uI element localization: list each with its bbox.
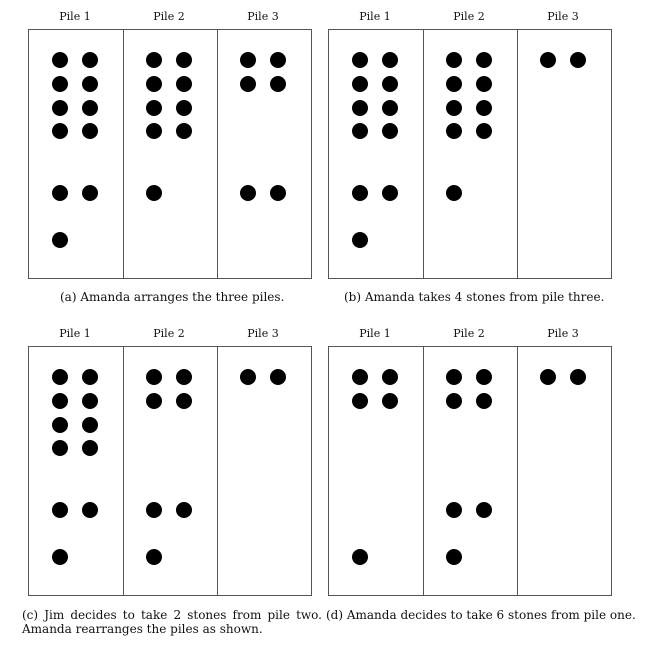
stone — [146, 76, 162, 92]
pile-divider — [123, 30, 124, 278]
stone — [82, 440, 98, 456]
stone — [52, 232, 68, 248]
stone — [382, 100, 398, 116]
stone — [240, 76, 256, 92]
stone — [540, 52, 556, 68]
stone — [146, 52, 162, 68]
panel-c — [28, 327, 328, 347]
stone — [446, 52, 462, 68]
pile-headers — [28, 327, 328, 347]
stone — [352, 393, 368, 409]
stone — [352, 185, 368, 201]
stone — [270, 52, 286, 68]
stone — [446, 502, 462, 518]
piles-box-b — [328, 29, 612, 279]
stone — [570, 369, 586, 385]
stone — [82, 417, 98, 433]
stone — [52, 369, 68, 385]
stone — [476, 502, 492, 518]
stone — [352, 369, 368, 385]
stone — [446, 123, 462, 139]
stone — [352, 123, 368, 139]
piles-box-a — [28, 29, 312, 279]
stone — [82, 100, 98, 116]
caption-b: (b) Amanda takes 4 stones from pile three. — [344, 290, 605, 304]
stone — [146, 502, 162, 518]
stone — [82, 76, 98, 92]
pile-2-header: Pile 2 — [453, 10, 485, 23]
stone — [176, 52, 192, 68]
stone — [52, 502, 68, 518]
stone — [446, 76, 462, 92]
stone — [52, 549, 68, 565]
pile-3-header: Pile 3 — [247, 10, 279, 23]
stone — [176, 369, 192, 385]
stone — [240, 369, 256, 385]
stone — [476, 52, 492, 68]
stone — [52, 52, 68, 68]
stone — [270, 369, 286, 385]
stone — [146, 123, 162, 139]
stone — [476, 393, 492, 409]
panel-d — [328, 327, 628, 347]
stone — [352, 52, 368, 68]
pile-divider — [517, 347, 518, 595]
stone — [176, 502, 192, 518]
pile-2-header: Pile 2 — [453, 327, 485, 340]
stone — [540, 369, 556, 385]
stone — [352, 76, 368, 92]
pile-1-header: Pile 1 — [59, 327, 91, 340]
stone — [476, 123, 492, 139]
pile-3-header: Pile 3 — [547, 10, 579, 23]
stone — [352, 100, 368, 116]
pile-headers — [328, 10, 628, 30]
pile-1-header: Pile 1 — [59, 10, 91, 23]
stone — [82, 185, 98, 201]
stone — [146, 369, 162, 385]
stone — [146, 549, 162, 565]
pile-1-header: Pile 1 — [359, 10, 391, 23]
stone — [446, 369, 462, 385]
stone — [82, 393, 98, 409]
stone — [82, 369, 98, 385]
stone — [476, 100, 492, 116]
stone — [446, 185, 462, 201]
stone — [176, 393, 192, 409]
caption-c: (c) Jim decides to take 2 stones from pile two. Amanda rearranges the piles as shown. — [22, 608, 322, 636]
stone — [476, 369, 492, 385]
pile-headers — [28, 10, 328, 30]
stone — [382, 393, 398, 409]
stone — [52, 440, 68, 456]
stone — [82, 502, 98, 518]
stone — [270, 76, 286, 92]
stone — [352, 549, 368, 565]
stone — [146, 185, 162, 201]
pile-divider — [517, 30, 518, 278]
stone — [382, 369, 398, 385]
stone — [446, 100, 462, 116]
stone — [446, 393, 462, 409]
stone — [82, 52, 98, 68]
piles-box-d — [328, 346, 612, 596]
pile-3-header: Pile 3 — [547, 327, 579, 340]
stone — [176, 76, 192, 92]
stone — [240, 185, 256, 201]
stone — [176, 123, 192, 139]
panel-a — [28, 10, 328, 30]
pile-divider — [123, 347, 124, 595]
pile-2-header: Pile 2 — [153, 327, 185, 340]
pile-2-header: Pile 2 — [153, 10, 185, 23]
stone — [476, 76, 492, 92]
stone — [146, 393, 162, 409]
stone — [52, 76, 68, 92]
stone — [382, 52, 398, 68]
stone — [52, 393, 68, 409]
pile-headers — [328, 327, 628, 347]
stone — [52, 100, 68, 116]
stone — [382, 185, 398, 201]
stone — [176, 100, 192, 116]
caption-a: (a) Amanda arranges the three piles. — [60, 290, 285, 304]
caption-d: (d) Amanda decides to take 6 stones from pile one. — [326, 608, 636, 622]
stone — [270, 185, 286, 201]
stone — [570, 52, 586, 68]
stone — [352, 232, 368, 248]
pile-3-header: Pile 3 — [247, 327, 279, 340]
stone — [382, 123, 398, 139]
pile-1-header: Pile 1 — [359, 327, 391, 340]
pile-divider — [423, 30, 424, 278]
stone — [52, 123, 68, 139]
stone — [52, 417, 68, 433]
piles-box-c — [28, 346, 312, 596]
pile-divider — [217, 347, 218, 595]
stone — [446, 549, 462, 565]
stone — [52, 185, 68, 201]
stone — [382, 76, 398, 92]
pile-divider — [217, 30, 218, 278]
pile-divider — [423, 347, 424, 595]
stone — [82, 123, 98, 139]
stone — [146, 100, 162, 116]
stone — [240, 52, 256, 68]
panel-b — [328, 10, 628, 30]
